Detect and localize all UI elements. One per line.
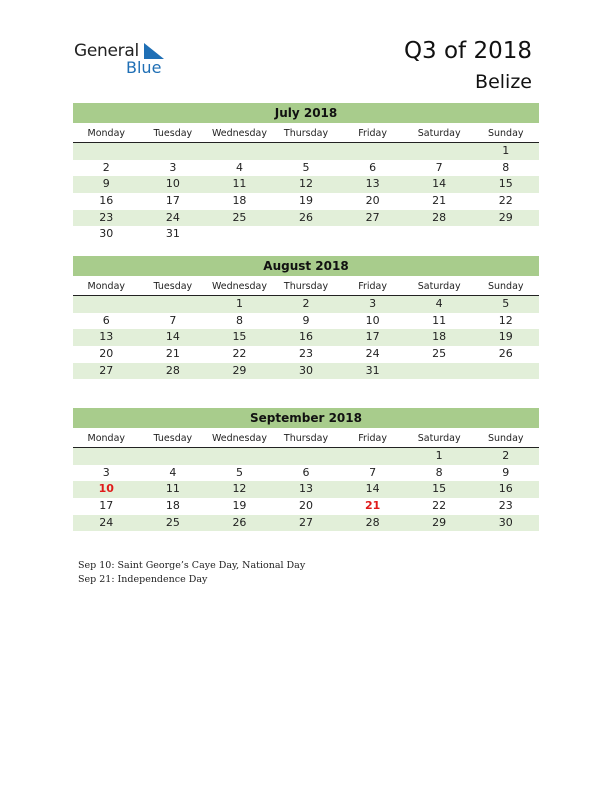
month-title: September 2018 [73, 408, 539, 428]
day-cell: 19 [232, 499, 247, 513]
holiday-note: Sep 10: Saint George’s Caye Day, National Day [78, 560, 306, 571]
week-row [73, 313, 539, 330]
day-cell: 11 [165, 482, 180, 496]
day-cell: 16 [99, 194, 114, 208]
week-row [73, 329, 539, 346]
weekday-label: Friday [358, 433, 387, 444]
week-row [73, 481, 539, 498]
day-cell: 10 [365, 313, 380, 327]
day-cell: 5 [502, 297, 510, 310]
month-title: August 2018 [73, 256, 539, 276]
day-cell: 3 [102, 465, 110, 479]
weekday-label: Wednesday [211, 281, 267, 292]
month-title: July 2018 [73, 103, 539, 123]
day-cell: 5 [235, 465, 243, 479]
empty-day-cell [273, 448, 340, 465]
week-row [73, 498, 539, 515]
month-september [73, 408, 539, 531]
week-row [73, 515, 539, 532]
day-cell: 9 [102, 177, 110, 191]
day-cell: 20 [365, 194, 380, 208]
day-cell: 31 [365, 363, 380, 377]
day-cell: 30 [99, 227, 114, 241]
weekday-label: Thursday [283, 128, 329, 139]
empty-day-cell [206, 143, 273, 160]
day-cell: 20 [299, 499, 314, 513]
weekday-label: Saturday [417, 433, 461, 444]
day-cell: 11 [432, 313, 447, 327]
day-cell: 22 [432, 499, 447, 513]
day-cell: 28 [365, 515, 380, 529]
day-cell: 4 [235, 160, 243, 174]
day-cell: 1 [435, 449, 443, 462]
day-cell: 4 [435, 297, 443, 310]
day-cell: 17 [165, 194, 180, 208]
day-cell: 23 [299, 347, 314, 361]
day-cell: 18 [232, 194, 247, 208]
country-name: Belize [475, 71, 532, 93]
empty-day-cell [206, 448, 273, 465]
day-cell: 20 [99, 347, 114, 361]
day-cell: 3 [169, 160, 177, 174]
day-cell: 10 [165, 177, 180, 191]
day-cell: 9 [302, 313, 310, 327]
week-row [73, 160, 539, 177]
day-cell: 25 [432, 347, 447, 361]
day-cell: 19 [498, 330, 513, 344]
day-cell: 8 [235, 313, 243, 327]
day-cell: 6 [369, 160, 377, 174]
day-cell: 22 [232, 347, 247, 361]
day-cell: 19 [299, 194, 314, 208]
day-cell: 12 [299, 177, 314, 191]
day-cell: 17 [99, 499, 114, 513]
empty-day-cell [406, 226, 473, 243]
weekday-header-row [73, 278, 539, 296]
weekday-label: Sunday [487, 281, 524, 292]
weekday-label: Wednesday [211, 128, 267, 139]
empty-day-cell [140, 143, 207, 160]
day-cell: 29 [498, 210, 513, 224]
empty-day-cell [73, 448, 140, 465]
day-cell: 5 [302, 160, 310, 174]
day-cell: 8 [435, 465, 443, 479]
day-cell: 7 [369, 465, 377, 479]
day-cell: 25 [165, 515, 180, 529]
weekday-label: Friday [358, 281, 387, 292]
day-cell: 12 [232, 482, 247, 496]
day-cell: 28 [432, 210, 447, 224]
day-cell: 7 [169, 313, 177, 327]
day-cell: 29 [432, 515, 447, 529]
empty-day-cell [140, 448, 207, 465]
day-cell: 14 [365, 482, 380, 496]
weekday-header-row [73, 125, 539, 143]
day-cell: 27 [299, 515, 314, 529]
empty-day-cell [273, 226, 340, 243]
weekday-label: Monday [87, 433, 126, 444]
day-cell: 23 [498, 499, 513, 513]
weekday-label: Monday [87, 128, 126, 139]
day-cell: 8 [502, 160, 510, 174]
day-cell: 3 [369, 297, 377, 310]
empty-day-cell [406, 363, 473, 380]
day-cell: 18 [432, 330, 447, 344]
empty-day-cell [273, 143, 340, 160]
weekday-label: Tuesday [153, 433, 193, 444]
weekday-label: Friday [358, 128, 387, 139]
day-cell: 29 [232, 363, 247, 377]
logo [74, 41, 174, 81]
day-cell: 2 [102, 160, 110, 174]
week-row [73, 193, 539, 210]
day-cell: 13 [365, 177, 380, 191]
week-row [73, 296, 539, 313]
weekday-label: Thursday [283, 433, 329, 444]
week-row [73, 346, 539, 363]
day-cell: 22 [498, 194, 513, 208]
day-cell: 26 [299, 210, 314, 224]
day-cell: 26 [498, 347, 513, 361]
day-cell: 27 [99, 363, 114, 377]
day-cell: 15 [232, 330, 247, 344]
day-cell: 16 [498, 482, 513, 496]
day-cell: 21 [165, 347, 180, 361]
day-cell: 9 [502, 465, 510, 479]
day-cell: 2 [302, 297, 310, 310]
day-cell: 28 [165, 363, 180, 377]
logo-general-text: General [74, 41, 139, 61]
day-cell: 16 [299, 330, 314, 344]
page-title: Q3 of 2018 [403, 38, 532, 64]
week-row [73, 210, 539, 227]
day-cell: 1 [235, 297, 243, 310]
day-cell: 14 [165, 330, 180, 344]
day-cell: 13 [299, 482, 314, 496]
empty-day-cell [73, 296, 140, 313]
day-cell: 18 [165, 499, 180, 513]
weekday-header-row [73, 430, 539, 448]
empty-day-cell [206, 226, 273, 243]
day-cell: 1 [502, 144, 510, 157]
day-cell: 17 [365, 330, 380, 344]
empty-day-cell [472, 226, 539, 243]
week-row [73, 226, 539, 243]
weekday-label: Sunday [487, 433, 524, 444]
day-cell: 24 [99, 515, 114, 529]
logo-blue-text: Blue [126, 58, 162, 77]
holiday-notes [78, 559, 305, 586]
day-cell: 11 [232, 177, 247, 191]
day-cell: 10 [98, 482, 114, 496]
day-cell: 21 [432, 194, 447, 208]
month-august [73, 256, 539, 379]
week-row [73, 448, 539, 465]
empty-day-cell [73, 143, 140, 160]
day-cell: 26 [232, 515, 247, 529]
empty-day-cell [339, 448, 406, 465]
day-cell: 2 [502, 449, 510, 462]
weekday-label: Tuesday [153, 128, 193, 139]
day-cell: 6 [102, 313, 110, 327]
week-row [73, 176, 539, 193]
empty-day-cell [472, 363, 539, 380]
weekday-label: Tuesday [153, 281, 193, 292]
weekday-label: Saturday [417, 281, 461, 292]
empty-day-cell [339, 226, 406, 243]
day-cell: 21 [364, 499, 381, 513]
weekday-label: Sunday [487, 128, 524, 139]
day-cell: 24 [365, 347, 380, 361]
weekday-label: Wednesday [211, 433, 267, 444]
holiday-note: Sep 21: Independence Day [78, 573, 208, 585]
day-cell: 15 [498, 177, 513, 191]
week-row [73, 143, 539, 160]
day-cell: 30 [498, 515, 513, 529]
empty-day-cell [406, 143, 473, 160]
day-cell: 23 [99, 210, 114, 224]
day-cell: 7 [435, 160, 443, 174]
weekday-label: Monday [87, 281, 126, 292]
day-cell: 14 [432, 177, 447, 191]
day-cell: 4 [169, 465, 177, 479]
day-cell: 13 [99, 330, 114, 344]
day-cell: 25 [232, 210, 247, 224]
day-cell: 24 [165, 210, 180, 224]
week-row [73, 363, 539, 380]
day-cell: 15 [432, 482, 447, 496]
weekday-label: Thursday [283, 281, 329, 292]
day-cell: 6 [302, 465, 310, 479]
month-july [73, 103, 539, 243]
empty-day-cell [140, 296, 207, 313]
week-row [73, 465, 539, 482]
day-cell: 27 [365, 210, 380, 224]
empty-day-cell [339, 143, 406, 160]
weekday-label: Saturday [417, 128, 461, 139]
day-cell: 12 [498, 313, 513, 327]
day-cell: 30 [299, 363, 314, 377]
day-cell: 31 [165, 227, 180, 241]
